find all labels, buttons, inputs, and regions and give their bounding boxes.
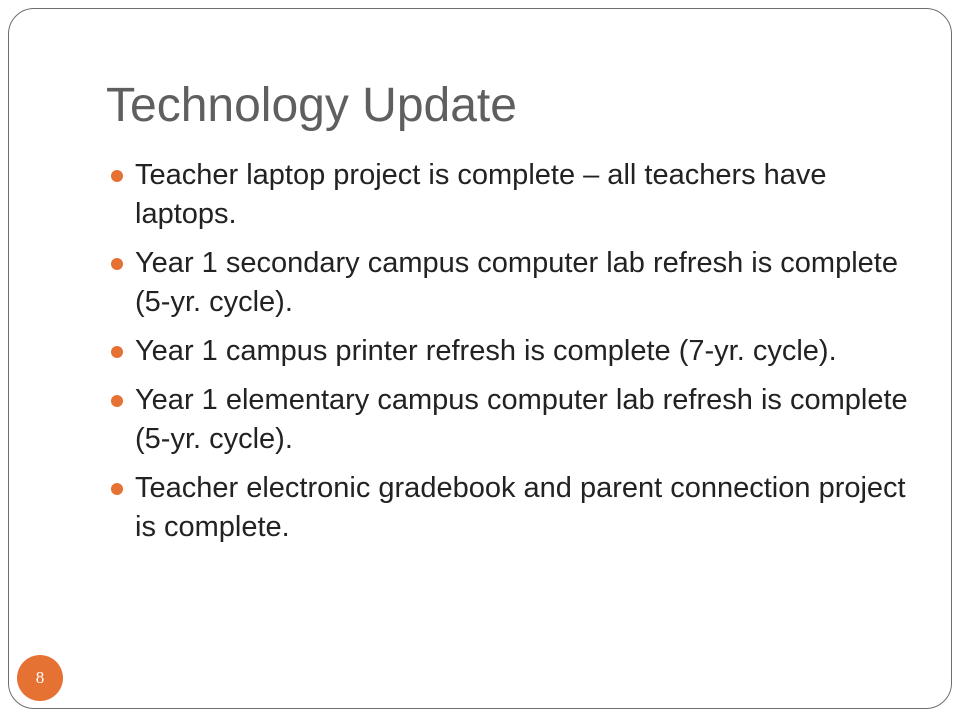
bullet-dot-icon [111, 395, 123, 407]
bullet-item [108, 469, 908, 547]
bullet-item [108, 332, 908, 371]
bullet-text: Year 1 elementary campus computer lab refresh is complete (5-yr. cycle). [135, 384, 908, 455]
bullet-dot-icon [111, 483, 123, 495]
bullet-text: Year 1 campus printer refresh is complete (7-yr. cycle). [135, 335, 837, 367]
bullet-dot-icon [111, 258, 123, 270]
bullet-dot-icon [111, 170, 123, 182]
bullet-item [108, 381, 908, 459]
bullet-text: Year 1 secondary campus computer lab refresh is complete (5-yr. cycle). [135, 247, 898, 318]
bullet-item [108, 244, 908, 322]
bullet-list [108, 156, 908, 557]
bullet-text: Teacher electronic gradebook and parent connection project is complete. [135, 472, 906, 543]
slide-title: Technology Update [106, 79, 517, 132]
bullet-text: Teacher laptop project is complete – all teachers have laptops. [135, 159, 827, 230]
bullet-item [108, 156, 908, 234]
bullet-dot-icon [111, 346, 123, 358]
page-number-badge: 8 [17, 655, 63, 701]
